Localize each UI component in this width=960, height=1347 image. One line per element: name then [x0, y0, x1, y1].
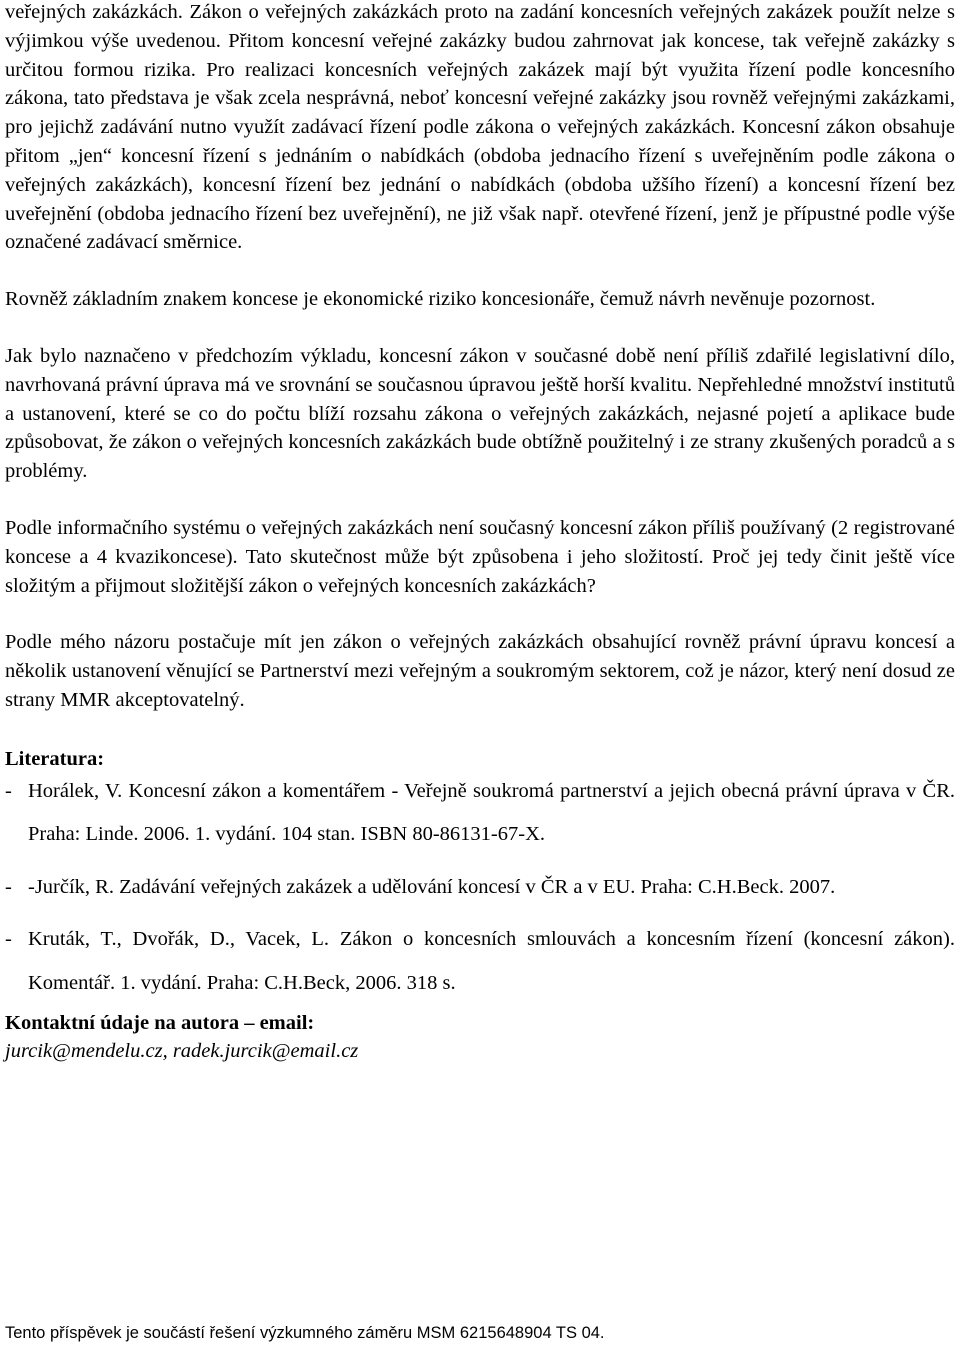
contact-heading: Kontaktní údaje na autora – email:: [5, 1012, 315, 1035]
paragraph-concession-procedures: veřejných zakázkách. Zákon o veřejných zakázkách proto na zadání koncesních veřejných zakázek použít nelze s výjimkou výše uvedenou. Přitom koncesní veřejné zakázky budou zahrnovat jak koncese, tak veřejně zakázky s určitou formou rizika. Pro realizaci koncesních veřejných zakázek mají být využita řízení podle koncesního zákona, tato představa je však zcela nesprávná, neboť koncesní veřejné zakázky jsou rovněž veřejnými zakázkami, pro jejichž zadávání nutno využít zadávací řízení podle zákona o veřejných zakázkách. Koncesní zákon obsahuje přitom „jen“ koncesní řízení s jednáním o nabídkách (obdoba jednacího řízení s uveřejněním podle zákona o veřejných zakázkách), koncesní řízení bez jednání o nabídkách (obdoba užšího řízení) a koncesní řízení bez uveřejnění (obdoba jednacího řízení bez uveřejnění), ne již však např. otevřené řízení, jenž je přípustné podle výše označené zadávací směrnice.: [5, 1, 955, 254]
list-bullet: -: [5, 779, 12, 802]
literature-item-text: Horálek, V. Koncesní zákon a komentářem - Veřejně soukromá partnerství a jejich obecná právní úprava v ČR. Praha: Linde. 2006. 1. vydání. 104 stan. ISBN 80-86131-67-X.: [28, 779, 955, 846]
list-bullet: -: [5, 928, 12, 951]
footer-note: Tento příspěvek je součástí řešení výzkumného záměru MSM 6215648904 TS 04.: [5, 1324, 605, 1342]
paragraph-usage-statistics: Podle informačního systému o veřejných zakázkách není současný koncesní zákon příliš používaný (2 registrované koncese a 4 kvazikoncese). Tato skutečnost může být způsobena i jeho složitostí. Proč jej tedy činit ještě více složitým a přijmout složitější zákon o veřejných koncesních zakázkách?: [5, 516, 955, 597]
literature-item: [5, 918, 955, 1005]
paragraph-economic-risk: Rovněž základním znakem koncese je ekonomické riziko koncesionáře, čemuž návrh nevěnuje pozornost.: [5, 288, 876, 311]
document-page: [5, 0, 955, 1065]
literature-heading: Literatura:: [5, 747, 105, 770]
literature-item: [5, 770, 955, 857]
author-emails[interactable]: jurcik@mendelu.cz, radek.jurcik@email.cz: [5, 1040, 359, 1063]
list-bullet: -: [5, 875, 12, 898]
literature-list: [5, 770, 955, 1006]
paragraph-legislative-quality: Jak bylo naznačeno v předchozím výkladu, koncesní zákon v současné době není příliš zdařilé legislativní dílo, navrhovaná právní úprava má ve srovnání se současnou úpravou ještě horší kvalitu. Nepřehledné množství institutů a ustanovení, které se co do počtu blíží rozsahu zákona o veřejných zakázkách, nejasné pojetí a aplikace bude způsobovat, že zákon o veřejných koncesních zakázkách bude obtížně použitelný i ze strany zkušených poradců a s problémy.: [5, 344, 955, 483]
paragraph-author-opinion: Podle mého názoru postačuje mít jen zákon o veřejných zakázkách obsahující rovněž právní úpravu koncesí a několik ustanovení věnující se Partnerství mezi veřejným a soukromým sektorem, což je názor, který není dosud ze strany MMR akceptovatelný.: [5, 631, 955, 711]
literature-item-text: Kruták, T., Dvořák, D., Vacek, L. Zákon o koncesních smlouvách a koncesním řízení (koncesní zákon). Komentář. 1. vydání. Praha: C.H.Beck, 2006. 318 s.: [28, 928, 955, 994]
literature-item-text: -Jurčík, R. Zadávání veřejných zakázek a udělování koncesí v ČR a v EU. Praha: C.H.Beck. 2007.: [28, 875, 836, 898]
literature-item: [5, 866, 955, 910]
